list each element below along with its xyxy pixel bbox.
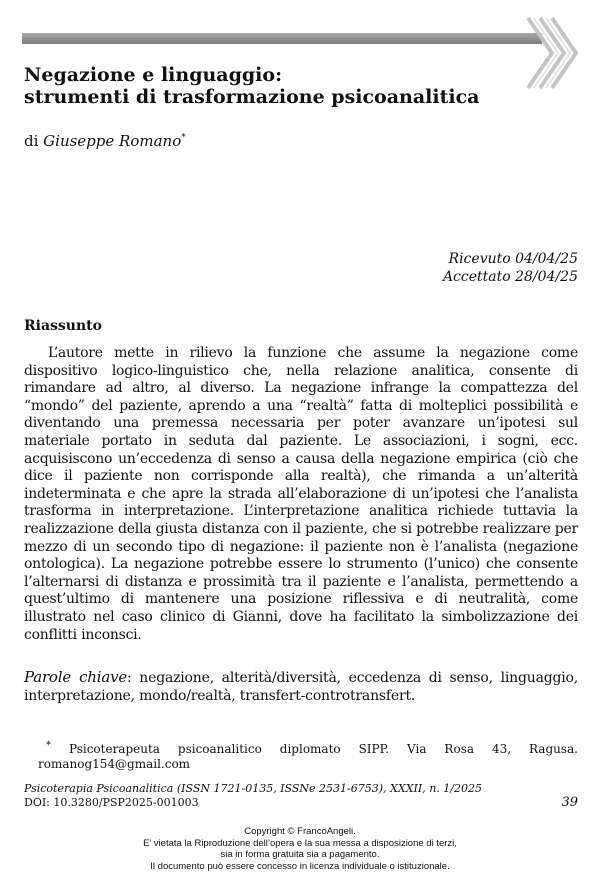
journal-info (24, 782, 482, 810)
page-number: 39 (561, 795, 578, 810)
title-line-1: Negazione e linguaggio: (24, 64, 283, 86)
doi-link: DOI: 10.3280/PSP2025-001003 (24, 796, 199, 809)
received-date: Ricevuto 04/04/25 (448, 251, 578, 267)
byline (24, 132, 186, 150)
author-footnote-mark: * (181, 133, 186, 143)
copyright-line-4: Il documento può essere concesso in licenza individuale o istituzionale. (150, 860, 450, 872)
author-footnote (38, 738, 578, 772)
copyright-line-1: Copyright © FrancoAngeli. (244, 826, 356, 837)
keywords-list: : negazione, alterità/diversità, eccedenza di senso, linguaggio, interpretazione, mondo/realtà, transfert-controtransfert. (24, 670, 578, 704)
article-title (24, 64, 479, 108)
abstract-heading: Riassunto (24, 318, 102, 334)
accepted-date: Accettato 28/04/25 (442, 269, 578, 285)
author-name: Giuseppe Romano (43, 132, 182, 150)
footnote-text: Psicoterapeuta psicoanalitico diplomato SIPP. Via Rosa 43, Ragusa. romanog154@gmail.com (38, 742, 578, 771)
keywords (24, 668, 578, 705)
header-bar (22, 33, 542, 44)
title-line-2: strumenti di trasformazione psicoanalitica (24, 86, 480, 108)
keywords-label: Parole chiave (24, 668, 128, 686)
abstract-text: L’autore mette in rilievo la funzione che assume la negazione come dispositivo logico-linguistico che, nella relazione analitica, consente di rimandare ad altro, al diverso. La negazione infrange la compattezza del “mondo” del paziente, aprendo a una “realtà” fatta di molteplici possibilità e diventando una premessa necessaria per poter avanzare un’ipotesi sul materiale portato in seduta dal paziente. Le associazioni, i sogni, ecc. acquisiscono un’eccedenza di senso a causa della negazione empirica (ciò che dice il paziente non corrisponde alla realtà), che rimanda a un’alterità indeterminata e che apre la strada all’elaborazione di un’ipotesi che l’analista trasforma in interpretazione. L’interpretazione analitica richiede tuttavia la realizzazione della giusta distanza con il paziente, che si potrebbe realizzare per mezzo di un secondo tipo di negazione: il paziente non è l’analista (negazione ontologica). La negazione potrebbe essere lo strumento (l’unico) che consente l’alternarsi di distanza e prossimità tra il paziente e l’analista, permettendo a quest’ultimo di mantenere una posizione riflessiva e di neutralità, come illustrato nel caso clinico di Gianni, dove ha facilitato la simbolizzazione dei conflitti inconsci. (24, 345, 578, 643)
chevron-arrows-icon (522, 14, 584, 92)
footnote-mark: * (46, 740, 51, 751)
byline-prefix: di (24, 132, 44, 150)
submission-dates (443, 250, 578, 286)
journal-citation: Psicoterapia Psicoanalitica (ISSN 1721-0135, ISSNe 2531-6753), XXXII, n. 1/2025 (24, 782, 482, 795)
copyright-line-2: E’ vietata la Riproduzione dell’opera e la sua messa a disposizione di terzi, (143, 837, 457, 849)
copyright-notice (0, 826, 600, 872)
copyright-line-3: sia in forma gratuita sia a pagamento. (220, 849, 380, 860)
